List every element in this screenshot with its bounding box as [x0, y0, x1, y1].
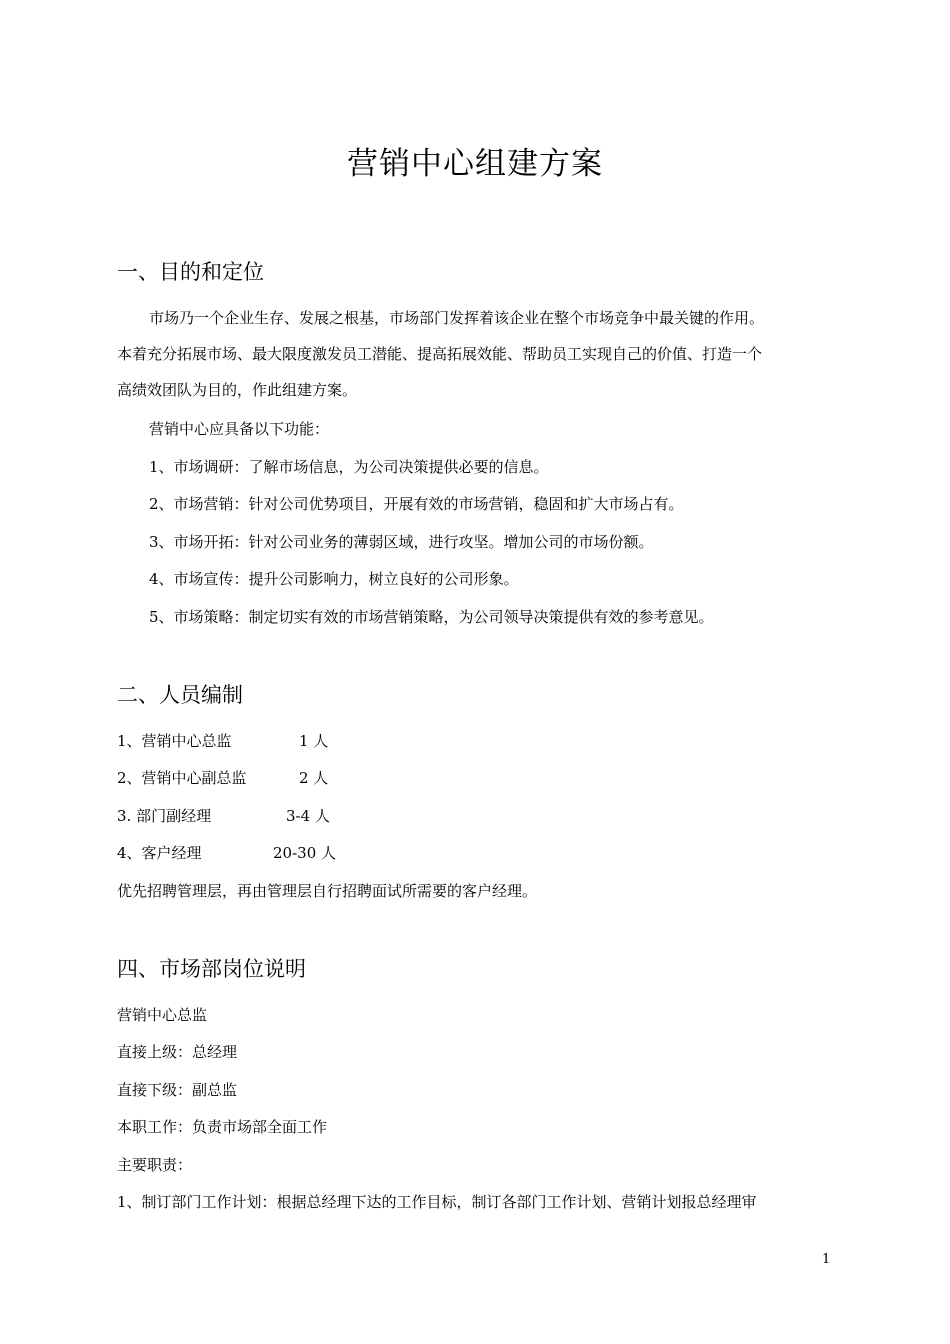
section-heading-purpose: 一、目的和定位 — [117, 260, 264, 284]
function-item: 2、市场营销：针对公司优势项目，开展有效的市场营销，稳固和扩大市场占有。 — [149, 495, 684, 513]
section-heading-staffing: 二、人员编制 — [117, 683, 243, 707]
staff-role: 4、客户经理 — [117, 844, 202, 862]
page-number: 1 — [822, 1252, 831, 1267]
staff-count: 1 人 — [299, 732, 329, 750]
paragraph-line: 市场乃一个企业生存、发展之根基，市场部门发挥着该企业在整个市场竞争中最关键的作用。 — [149, 309, 765, 327]
staff-role: 2、营销中心副总监 — [117, 769, 247, 787]
staff-count: 2 人 — [299, 769, 329, 787]
function-item: 1、市场调研：了解市场信息，为公司决策提供必要的信息。 — [149, 458, 549, 476]
job-line: 本职工作：负责市场部全面工作 — [117, 1118, 328, 1136]
staff-role: 1、营销中心总监 — [117, 732, 232, 750]
job-line: 营销中心总监 — [117, 1006, 208, 1024]
document-title: 营销中心组建方案 — [347, 146, 603, 182]
job-line: 1、制订部门工作计划：根据总经理下达的工作目标，制订各部门工作计划、营销计划报总经理审 — [117, 1193, 757, 1211]
staffing-note: 优先招聘管理层，再由管理层自行招聘面试所需要的客户经理。 — [117, 882, 538, 900]
function-item: 5、市场策略：制定切实有效的市场营销策略，为公司领导决策提供有效的参考意见。 — [149, 608, 714, 626]
job-line: 直接上级：总经理 — [117, 1043, 238, 1061]
staff-count: 20-30 人 — [273, 844, 337, 862]
paragraph-line: 高绩效团队为目的，作此组建方案。 — [117, 381, 358, 399]
function-item: 3、市场开拓：针对公司业务的薄弱区域，进行攻坚。增加公司的市场份额。 — [149, 533, 654, 551]
job-line: 直接下级：副总监 — [117, 1081, 238, 1099]
staff-role: 3. 部门副经理 — [117, 807, 212, 825]
paragraph-line: 本着充分拓展市场、最大限度激发员工潜能、提高拓展效能、帮助员工实现自己的价值、打造一个 — [117, 345, 763, 363]
function-item: 4、市场宣传：提升公司影响力，树立良好的公司形象。 — [149, 570, 519, 588]
staff-count: 3-4 人 — [286, 807, 330, 825]
functions-intro: 营销中心应具备以下功能： — [149, 420, 330, 438]
job-line: 主要职责： — [117, 1156, 193, 1174]
section-heading-job-description: 四、市场部岗位说明 — [117, 957, 306, 981]
